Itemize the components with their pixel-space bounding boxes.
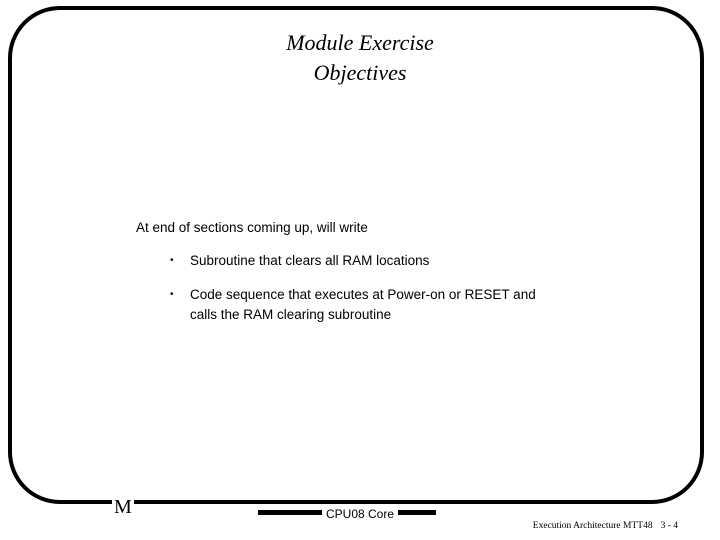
slide-title bbox=[0, 28, 720, 88]
footer-center-label: CPU08 Core bbox=[322, 506, 398, 522]
bullet-text-line: calls the RAM clearing subroutine bbox=[190, 307, 392, 322]
bullet-item bbox=[170, 285, 536, 325]
slide-title-line: Objectives bbox=[313, 60, 407, 85]
bullet-text bbox=[190, 251, 429, 271]
company-logo: M bbox=[114, 496, 132, 518]
page-number: 3 - 4 bbox=[660, 521, 678, 531]
bullet-text-line: Subroutine that clears all RAM locations bbox=[190, 253, 430, 268]
footer-course-label: Execution Architecture MTT48 bbox=[532, 521, 653, 531]
footer-course-info bbox=[533, 520, 678, 532]
slide-title-line: Module Exercise bbox=[286, 30, 434, 55]
bullet-item bbox=[170, 251, 430, 271]
footer-bar bbox=[258, 510, 436, 515]
bullet-text bbox=[190, 285, 536, 325]
bullet-text-line: Code sequence that executes at Power-on or RESET and bbox=[190, 287, 536, 302]
bullet-dot-icon: • bbox=[170, 255, 174, 266]
intro-text: At end of sections coming up, will write bbox=[136, 220, 368, 235]
bullet-dot-icon: • bbox=[170, 289, 174, 300]
